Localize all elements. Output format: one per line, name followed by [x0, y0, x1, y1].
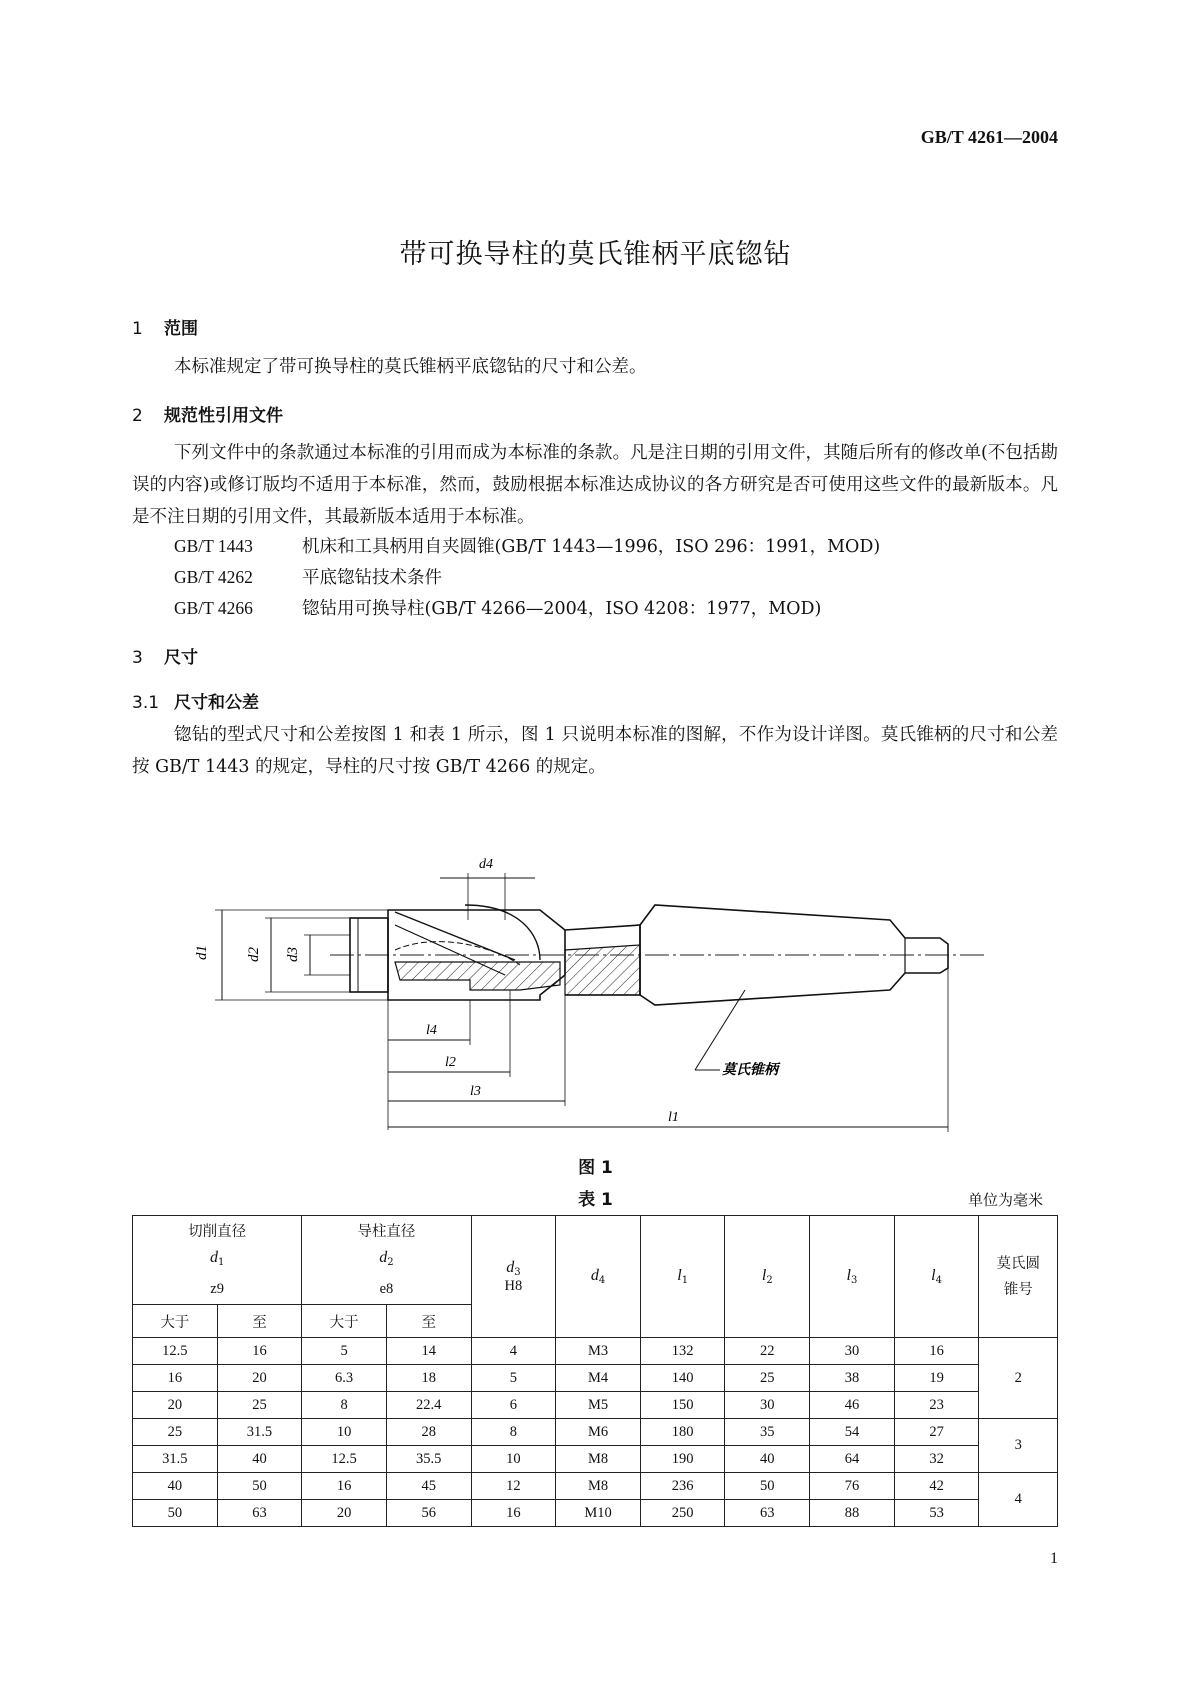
section-title: 尺寸和公差	[174, 693, 259, 713]
table-cell: 50	[133, 1500, 218, 1527]
dim-l1: l1	[668, 1110, 679, 1125]
table-cell: M3	[556, 1338, 641, 1365]
table-row	[133, 1365, 1058, 1392]
table-body	[133, 1338, 1058, 1527]
table-cell: 20	[302, 1500, 387, 1527]
table-cell: 25	[725, 1365, 810, 1392]
table-row	[133, 1338, 1058, 1365]
table-cell: 18	[386, 1365, 471, 1392]
section-number: 3	[132, 648, 143, 668]
table-cell: 22.4	[386, 1392, 471, 1419]
table-cell: 40	[725, 1446, 810, 1473]
table-row	[133, 1392, 1058, 1419]
dim-d1: d1	[194, 945, 210, 960]
reference-code: GB/T 4266	[174, 598, 253, 618]
table-cell: 22	[725, 1338, 810, 1365]
table-cell: 27	[894, 1419, 979, 1446]
table-cell: 16	[894, 1338, 979, 1365]
table-cell: 132	[640, 1338, 725, 1365]
header-d3: $d_3$ H8	[471, 1216, 556, 1338]
table-cell: 88	[810, 1500, 895, 1527]
header-pilot-diameter: 导柱直径 $d_2$ e8	[302, 1216, 471, 1305]
shank-label: 莫氏锥柄	[722, 1063, 778, 1078]
reference-text: 机床和工具柄用自夹圆锥(GB/T 1443—1996，ISO 296：1991，MOD)	[302, 537, 881, 557]
table-cell: 30	[725, 1392, 810, 1419]
section-number: 3.1	[132, 693, 160, 713]
table-cell: 14	[386, 1338, 471, 1365]
table-cell: 4	[471, 1338, 556, 1365]
section-2-heading	[132, 401, 283, 426]
dim-d4: d4	[479, 857, 493, 872]
section-title: 规范性引用文件	[164, 406, 283, 426]
table-cell: 63	[725, 1500, 810, 1527]
table-cell: 20	[217, 1365, 302, 1392]
table-cell: 63	[217, 1500, 302, 1527]
table-cell: 10	[302, 1419, 387, 1446]
table-cell: 190	[640, 1446, 725, 1473]
table-cell: 42	[894, 1473, 979, 1500]
header-cut-diameter: 切削直径 $d_1$ z9	[133, 1216, 302, 1305]
table-cell: 28	[386, 1419, 471, 1446]
section-number: 1	[132, 319, 143, 339]
dim-l2: l2	[445, 1055, 456, 1070]
table-cell: 5	[302, 1338, 387, 1365]
section-3-heading	[132, 643, 198, 668]
table-cell: 140	[640, 1365, 725, 1392]
table-cell: 6	[471, 1392, 556, 1419]
table-cell: 32	[894, 1446, 979, 1473]
header-to: 至	[217, 1305, 302, 1338]
table-cell: 31.5	[217, 1419, 302, 1446]
section-title: 尺寸	[164, 648, 198, 668]
dim-l3: l3	[470, 1084, 481, 1099]
table-cell: 35	[725, 1419, 810, 1446]
section-2-paragraph: 下列文件中的条款通过本标准的引用而成为本标准的条款。凡是注日期的引用文件，其随后所有的修改单(不包括勘误的内容)或修订版均不适用于本标准，然而，鼓励根据本标准达成协议的各方研究是否可使用这些文件的最新版本。凡是不注日期的引用文件，其最新版本适用于本标准。	[132, 443, 1058, 527]
table-row	[133, 1446, 1058, 1473]
table-cell: M8	[556, 1473, 641, 1500]
morse-taper-number: 2	[979, 1338, 1058, 1419]
table-cell: M4	[556, 1365, 641, 1392]
reference-code: GB/T 4262	[174, 567, 253, 587]
table-cell: 5	[471, 1365, 556, 1392]
header-l3: $l_3$	[810, 1216, 895, 1338]
reference-code: GB/T 1443	[174, 536, 253, 556]
header-over: 大于	[133, 1305, 218, 1338]
table-cell: 16	[217, 1338, 302, 1365]
table-cell: 20	[133, 1392, 218, 1419]
table-cell: 236	[640, 1473, 725, 1500]
page-number: 1	[1050, 1550, 1058, 1567]
table-cell: M10	[556, 1500, 641, 1527]
table-cell: 31.5	[133, 1446, 218, 1473]
table-cell: 50	[725, 1473, 810, 1500]
section-title: 范围	[164, 319, 198, 339]
table-cell: 250	[640, 1500, 725, 1527]
table-unit: 单位为毫米	[967, 1191, 1043, 1209]
document-title: 带可换导柱的莫氏锥柄平底锪钻	[399, 239, 792, 270]
table-cell: 16	[471, 1500, 556, 1527]
standard-number: GB/T 4261—2004	[920, 127, 1058, 147]
table-cell: 30	[810, 1338, 895, 1365]
section-1-paragraph: 本标准规定了带可换导柱的莫氏锥柄平底锪钻的尺寸和公差。	[174, 357, 647, 377]
table-cell: 23	[894, 1392, 979, 1419]
header-d4: $d_4$	[556, 1216, 641, 1338]
table-cell: 150	[640, 1392, 725, 1419]
table-cell: 8	[302, 1392, 387, 1419]
table-cell: 35.5	[386, 1446, 471, 1473]
header-over: 大于	[302, 1305, 387, 1338]
table-cell: 19	[894, 1365, 979, 1392]
table-cell: 64	[810, 1446, 895, 1473]
table-row	[133, 1500, 1058, 1527]
table-cell: 45	[386, 1473, 471, 1500]
table-cell: 12	[471, 1473, 556, 1500]
table-cell: 50	[217, 1473, 302, 1500]
table-cell: 46	[810, 1392, 895, 1419]
table-cell: M8	[556, 1446, 641, 1473]
table-cell: 25	[217, 1392, 302, 1419]
morse-taper-number: 4	[979, 1473, 1058, 1527]
table-cell: 54	[810, 1419, 895, 1446]
table-cell: 6.3	[302, 1365, 387, 1392]
reference-item	[174, 533, 880, 558]
table-cell: 12.5	[302, 1446, 387, 1473]
countersink-drawing	[0, 840, 1191, 1150]
table-cell: 56	[386, 1500, 471, 1527]
table-row	[133, 1473, 1058, 1500]
table-cell: 76	[810, 1473, 895, 1500]
header-to: 至	[386, 1305, 471, 1338]
dim-d3: d3	[285, 947, 301, 962]
table-cell: 40	[133, 1473, 218, 1500]
dim-l4: l4	[426, 1023, 437, 1038]
reference-item	[174, 595, 821, 620]
table-cell: 40	[217, 1446, 302, 1473]
table-row	[133, 1419, 1058, 1446]
table-cell: 10	[471, 1446, 556, 1473]
table-caption: 表 1	[578, 1190, 613, 1210]
table-cell: M5	[556, 1392, 641, 1419]
reference-text: 平底锪钻技术条件	[302, 568, 442, 588]
section-hatch	[395, 962, 560, 990]
table-cell: 25	[133, 1419, 218, 1446]
figure-caption: 图 1	[578, 1158, 613, 1178]
section-1-heading	[132, 314, 198, 339]
dim-d2: d2	[246, 947, 262, 962]
table-cell: M6	[556, 1419, 641, 1446]
table-cell: 12.5	[133, 1338, 218, 1365]
header-l4: $l_4$	[894, 1216, 979, 1338]
table-cell: 38	[810, 1365, 895, 1392]
section-3-1-paragraph: 锪钻的型式尺寸和公差按图 1 和表 1 所示，图 1 只说明本标准的图解，不作为设计详图。莫氏锥柄的尺寸和公差按 GB/T 1443 的规定，导柱的尺寸按 GB/T 4266 的规定。	[132, 725, 1058, 777]
table-cell: 53	[894, 1500, 979, 1527]
table-cell: 16	[302, 1473, 387, 1500]
header-l1: $l_1$	[640, 1216, 725, 1338]
header-morse: 莫氏圆锥号	[979, 1216, 1058, 1338]
table-cell: 180	[640, 1419, 725, 1446]
table-cell: 8	[471, 1419, 556, 1446]
header-l2: $l_2$	[725, 1216, 810, 1338]
table-cell: 16	[133, 1365, 218, 1392]
dimension-table	[132, 1215, 1058, 1527]
section-3-1-heading	[132, 688, 259, 713]
reference-item	[174, 564, 442, 589]
section-number: 2	[132, 406, 143, 426]
morse-taper-number: 3	[979, 1419, 1058, 1473]
reference-text: 锪钻用可换导柱(GB/T 4266—2004，ISO 4208：1977，MOD)	[302, 599, 822, 619]
